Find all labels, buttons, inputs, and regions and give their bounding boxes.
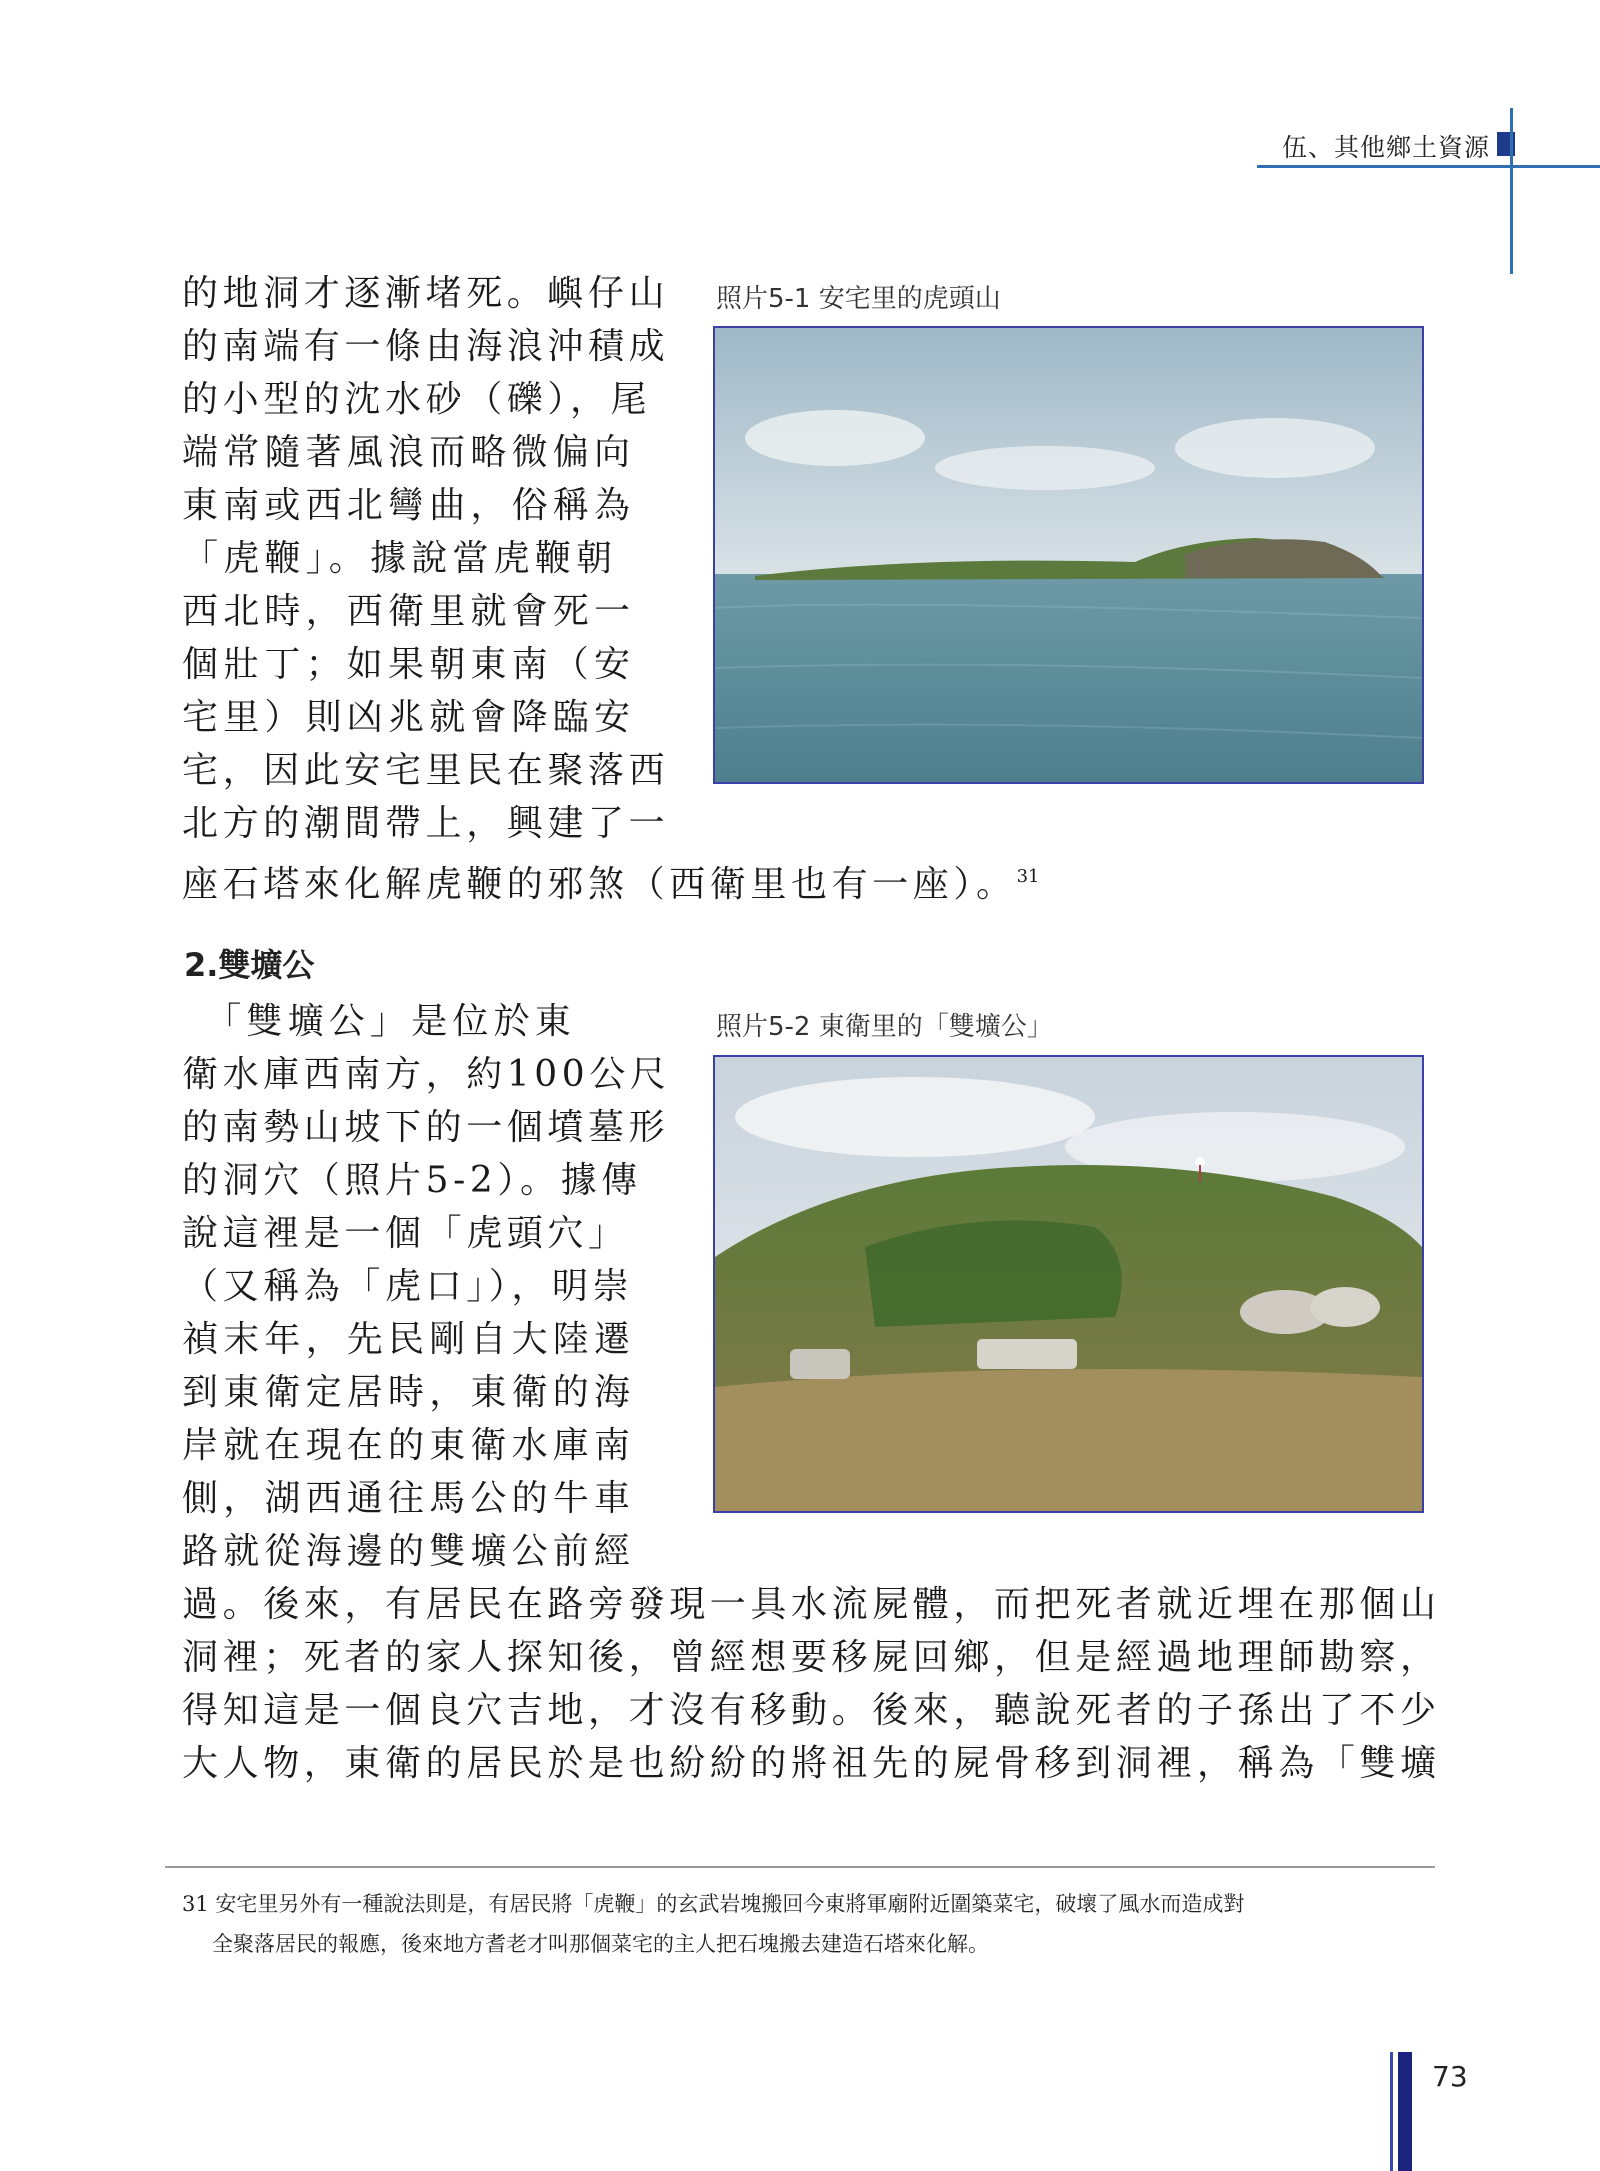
paragraph-line: 大人物，東衛的居民於是也紛紛的將祖先的屍骨移到洞裡，稱為「雙壙	[182, 1743, 1441, 1784]
paragraph-line: 的洞穴（照片5-2）。據傳	[182, 1160, 642, 1201]
paragraph-line: 禎末年，先民剛自大陸遷	[182, 1319, 636, 1360]
paragraph-line: 側，湖西通往馬公的牛車	[182, 1478, 636, 1519]
paragraph-line: 的南端有一條由海浪沖積成	[182, 326, 670, 367]
paragraph-line: 岸就在現在的東衛水庫南	[182, 1425, 636, 1466]
paragraph-line: 說這裡是一個「虎頭穴」	[182, 1213, 629, 1254]
paragraph-line: 「虎鞭」。據說當虎鞭朝	[182, 538, 618, 579]
footnote	[182, 1884, 1422, 1964]
paragraph-line: 北方的潮間帶上，興建了一	[182, 803, 670, 844]
footnote-rule	[165, 1866, 1435, 1868]
paragraph-line: 得知這是一個良穴吉地，才沒有移動。後來，聽說死者的子孫出了不少	[182, 1690, 1441, 1731]
footnote-line: 全聚落居民的報應，後來地方耆老才叫那個菜宅的主人把石塊搬去建造石塔來化解。	[212, 1932, 989, 1956]
paragraph-line: 宅，因此安宅里民在聚落西	[182, 750, 670, 791]
paragraph-line: （又稱為「虎口」），明崇	[182, 1266, 634, 1307]
paragraph-line: 宅里）則凶兆就會降臨安	[182, 697, 636, 738]
paragraph-line: 西北時，西衛里就會死一	[182, 591, 636, 632]
paragraph-line: 路就從海邊的雙壙公前經	[182, 1531, 636, 1572]
paragraph-line: 個壯丁；如果朝東南（安	[182, 644, 636, 685]
paragraph-text: 座石塔來化解虎鞭的邪煞（西衛里也有一座）。	[182, 864, 1017, 905]
paragraph-line: 的南勢山坡下的一個墳墓形	[182, 1107, 670, 1148]
page-number-rule	[1390, 2052, 1393, 2171]
paragraph-line: 洞裡；死者的家人探知後，曾經想要移屍回鄉，但是經過地理師勘察，	[182, 1637, 1441, 1678]
paragraph-line: 「雙壙公」是位於東	[182, 1001, 577, 1042]
chapter-title: 伍、其他鄉土資源	[1281, 133, 1490, 162]
section-heading: 2.雙壙公	[184, 946, 315, 984]
paragraph-line	[182, 859, 1040, 903]
footnote-line: 31 安宅里另外有一種說法則是，有居民將「虎鞭」的玄武岩塊搬回今東將軍廟附近圍築菜宅，破壞了風水而造成對	[182, 1892, 1245, 1916]
paragraph-line: 的小型的沈水砂（礫），尾	[182, 379, 652, 420]
photo-twin-tomb-mound	[713, 1055, 1424, 1513]
photo-caption: 照片5-2 東衛里的「雙壙公」	[716, 1012, 1053, 1042]
page-number-bar	[1398, 2052, 1412, 2171]
page-number: 73	[1432, 2060, 1468, 2093]
paragraph-line: 衛水庫西南方，約100公尺	[182, 1054, 671, 1095]
paragraph-line: 過。後來，有居民在路旁發現一具水流屍體，而把死者就近埋在那個山	[182, 1584, 1441, 1625]
header-vertical-rule	[1510, 108, 1513, 274]
footnote-ref[interactable]: 31	[1016, 866, 1040, 887]
paragraph-line: 端常隨著風浪而略微偏向	[182, 432, 636, 473]
header-rule	[1257, 165, 1600, 168]
paragraph-line: 東南或西北彎曲，俗稱為	[182, 485, 636, 526]
paragraph-line: 的地洞才逐漸堵死。嶼仔山	[182, 273, 670, 314]
photo-caption: 照片5-1 安宅里的虎頭山	[716, 284, 1001, 314]
photo-tiger-head-hill	[713, 326, 1424, 784]
paragraph-line: 到東衛定居時，東衛的海	[182, 1372, 636, 1413]
